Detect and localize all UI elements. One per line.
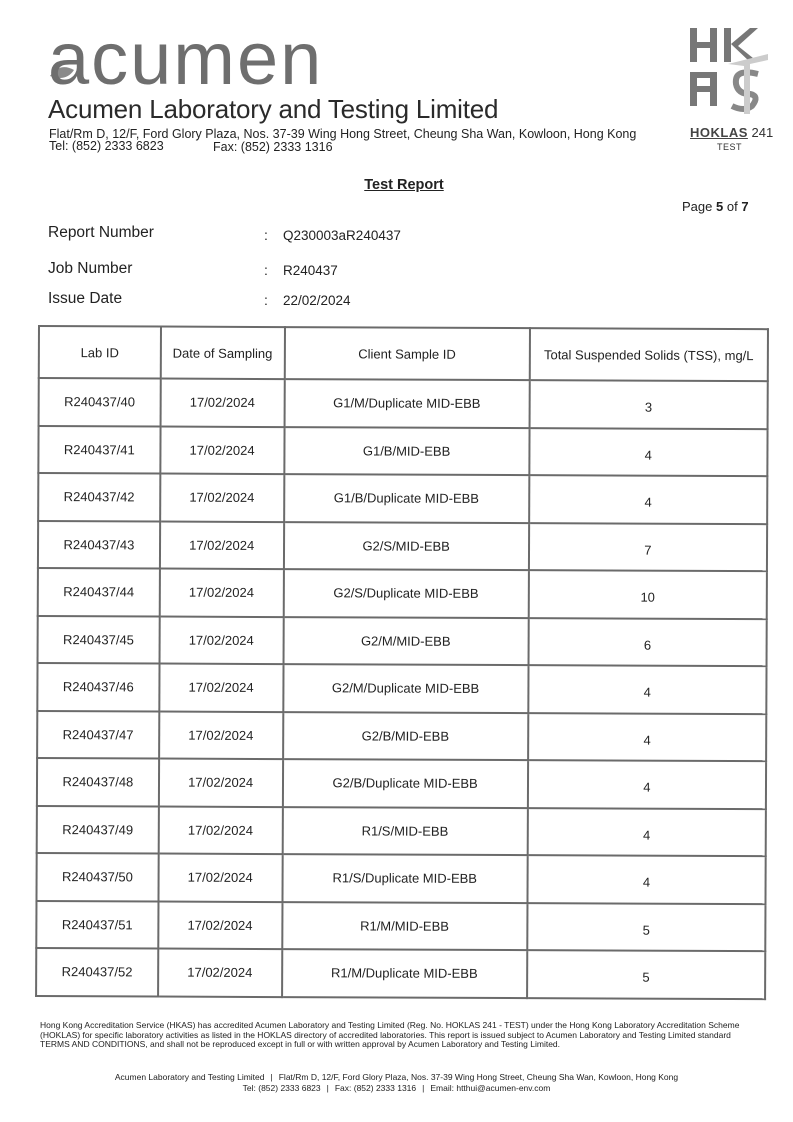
cell-client-sample-id: R1/M/Duplicate MID-EBB bbox=[282, 949, 527, 998]
table-row bbox=[38, 616, 767, 667]
company-fax: Fax: (852) 2333 1316 bbox=[213, 140, 333, 154]
cell-date-of-sampling: 17/02/2024 bbox=[159, 569, 283, 617]
report-title: Test Report bbox=[364, 177, 444, 193]
job-number-value: R240437 bbox=[283, 263, 338, 278]
acumen-logo-icon bbox=[48, 18, 368, 98]
accreditation-disclaimer: Hong Kong Accreditation Service (HKAS) has accredited Acumen Laboratory and Testing Limited (Reg. No. HOKLAS 241 - TEST) under the Hong Kong Laboratory Accreditation Scheme (HOKLAS) for specific laboratory activities as listed in the HOKLAS directory of accredited laboratories. This report is issued subject to Acumen Laboratory and Testing Limited standard TERMS AND CONDITIONS, and shall not be reproduced except in full or with written approval by Acumen Laboratory and Testing Limited. bbox=[40, 1020, 740, 1049]
footer-separator: | bbox=[326, 1083, 329, 1093]
page-total: 7 bbox=[741, 199, 749, 214]
footer-address: Flat/Rm D, 12/F, Ford Glory Plaza, Nos. 37-39 Wing Hong Street, Cheung Sha Wan, Kowloon, Hong Kong bbox=[278, 1072, 679, 1082]
cell-tss: 6 bbox=[528, 618, 766, 667]
cell-lab-id: R240437/44 bbox=[38, 568, 160, 616]
results-table bbox=[35, 325, 769, 1000]
issue-date-label: Issue Date bbox=[48, 290, 123, 307]
cell-tss: 4 bbox=[527, 808, 765, 857]
cell-lab-id: R240437/45 bbox=[38, 616, 160, 664]
column-header-lab-id: Lab ID bbox=[39, 326, 161, 379]
hoklas-mark bbox=[690, 125, 773, 140]
cell-lab-id: R240437/51 bbox=[36, 900, 158, 948]
cell-lab-id: R240437/40 bbox=[39, 378, 161, 426]
cell-lab-id: R240437/50 bbox=[36, 853, 158, 901]
company-name: Acumen Laboratory and Testing Limited bbox=[48, 94, 499, 124]
cell-date-of-sampling: 17/02/2024 bbox=[160, 474, 284, 522]
table-row bbox=[38, 473, 767, 524]
column-header-tss: Total Suspended Solids (TSS), mg/L bbox=[530, 328, 768, 381]
hoklas-type: TEST bbox=[717, 142, 743, 152]
page-of: of bbox=[726, 199, 738, 214]
cell-date-of-sampling: 17/02/2024 bbox=[159, 759, 283, 807]
table-row bbox=[36, 948, 765, 999]
cell-client-sample-id: R1/S/MID-EBB bbox=[282, 807, 527, 856]
cell-tss: 4 bbox=[529, 428, 767, 477]
cell-tss: 10 bbox=[529, 570, 767, 619]
cell-lab-id: R240437/49 bbox=[37, 805, 159, 853]
hkas-logo bbox=[688, 24, 770, 116]
cell-client-sample-id: G2/M/Duplicate MID-EBB bbox=[283, 664, 528, 713]
cell-date-of-sampling: 17/02/2024 bbox=[159, 711, 283, 759]
cell-lab-id: R240437/42 bbox=[38, 473, 160, 521]
cell-tss: 5 bbox=[527, 950, 765, 999]
issue-date-value: 22/02/2024 bbox=[283, 293, 351, 308]
cell-client-sample-id: R1/S/Duplicate MID-EBB bbox=[282, 854, 527, 903]
page-current: 5 bbox=[716, 199, 724, 214]
cell-tss: 4 bbox=[527, 855, 765, 904]
cell-lab-id: R240437/48 bbox=[37, 758, 159, 806]
table-row bbox=[37, 663, 766, 714]
cell-lab-id: R240437/47 bbox=[37, 711, 159, 759]
cell-client-sample-id: R1/M/MID-EBB bbox=[282, 902, 527, 951]
table-row bbox=[37, 758, 766, 809]
table-row bbox=[38, 521, 767, 572]
cell-tss: 4 bbox=[528, 665, 766, 714]
job-number-label: Job Number bbox=[48, 260, 133, 277]
cell-tss: 4 bbox=[529, 475, 767, 524]
page-prefix: Page bbox=[682, 199, 713, 214]
column-header-client-sample-id: Client Sample ID bbox=[284, 327, 530, 380]
column-header-date-of-sampling: Date of Sampling bbox=[161, 327, 285, 380]
company-tel: Tel: (852) 2333 6823 bbox=[49, 139, 164, 153]
footer-fax: Fax: (852) 2333 1316 bbox=[334, 1083, 417, 1093]
cell-client-sample-id: G2/M/MID-EBB bbox=[283, 617, 528, 666]
table-row bbox=[36, 853, 765, 904]
cell-client-sample-id: G2/B/Duplicate MID-EBB bbox=[282, 759, 527, 808]
page-indicator bbox=[682, 199, 749, 214]
cell-lab-id: R240437/43 bbox=[38, 521, 160, 569]
cell-tss: 4 bbox=[528, 713, 766, 762]
cell-date-of-sampling: 17/02/2024 bbox=[158, 949, 282, 997]
report-number-colon: : bbox=[264, 227, 268, 243]
cell-client-sample-id: G2/B/MID-EBB bbox=[283, 712, 528, 761]
report-number-value: Q230003aR240437 bbox=[283, 228, 401, 243]
table-header-row bbox=[39, 326, 768, 381]
table-row bbox=[38, 568, 767, 619]
table-row bbox=[36, 900, 765, 951]
cell-tss: 4 bbox=[528, 760, 766, 809]
cell-lab-id: R240437/52 bbox=[36, 948, 158, 996]
cell-date-of-sampling: 17/02/2024 bbox=[160, 521, 284, 569]
job-number-colon: : bbox=[264, 262, 268, 278]
footer-contact-line bbox=[0, 1083, 793, 1093]
table-row bbox=[38, 426, 767, 477]
company-address: Flat/Rm D, 12/F, Ford Glory Plaza, Nos. 37-39 Wing Hong Street, Cheung Sha Wan, Kowloon, Hong Kong bbox=[49, 127, 637, 141]
svg-text:acumen: acumen bbox=[48, 18, 324, 98]
hoklas-number: 241 bbox=[751, 125, 774, 140]
cell-client-sample-id: G1/M/Duplicate MID-EBB bbox=[284, 379, 529, 428]
cell-client-sample-id: G2/S/MID-EBB bbox=[283, 522, 528, 571]
cell-date-of-sampling: 17/02/2024 bbox=[158, 901, 282, 949]
acumen-logo bbox=[48, 18, 368, 98]
report-number-label: Report Number bbox=[48, 224, 154, 241]
cell-tss: 5 bbox=[527, 903, 765, 952]
table-row bbox=[37, 711, 766, 762]
cell-lab-id: R240437/46 bbox=[37, 663, 159, 711]
cell-date-of-sampling: 17/02/2024 bbox=[159, 664, 283, 712]
table-row bbox=[39, 378, 768, 429]
table-row bbox=[37, 805, 766, 856]
cell-date-of-sampling: 17/02/2024 bbox=[160, 426, 284, 474]
cell-client-sample-id: G2/S/Duplicate MID-EBB bbox=[283, 569, 528, 618]
cell-date-of-sampling: 17/02/2024 bbox=[158, 854, 282, 902]
footer-company-line bbox=[0, 1072, 793, 1082]
cell-client-sample-id: G1/B/MID-EBB bbox=[284, 427, 529, 476]
cell-date-of-sampling: 17/02/2024 bbox=[158, 806, 282, 854]
cell-lab-id: R240437/41 bbox=[38, 426, 160, 474]
cell-date-of-sampling: 17/02/2024 bbox=[159, 616, 283, 664]
cell-date-of-sampling: 17/02/2024 bbox=[160, 379, 284, 427]
footer-tel: Tel: (852) 2333 6823 bbox=[242, 1083, 321, 1093]
cell-tss: 3 bbox=[529, 380, 767, 429]
footer-email: Email: htthui@acumen-env.com bbox=[430, 1083, 551, 1093]
footer-separator: | bbox=[422, 1083, 425, 1093]
issue-date-colon: : bbox=[264, 292, 268, 308]
hoklas-label: HOKLAS bbox=[690, 125, 748, 140]
footer-company: Acumen Laboratory and Testing Limited bbox=[114, 1072, 265, 1082]
hkas-logo-icon bbox=[688, 24, 770, 116]
cell-tss: 7 bbox=[529, 523, 767, 572]
cell-client-sample-id: G1/B/Duplicate MID-EBB bbox=[284, 474, 529, 523]
footer-separator: | bbox=[270, 1072, 273, 1082]
